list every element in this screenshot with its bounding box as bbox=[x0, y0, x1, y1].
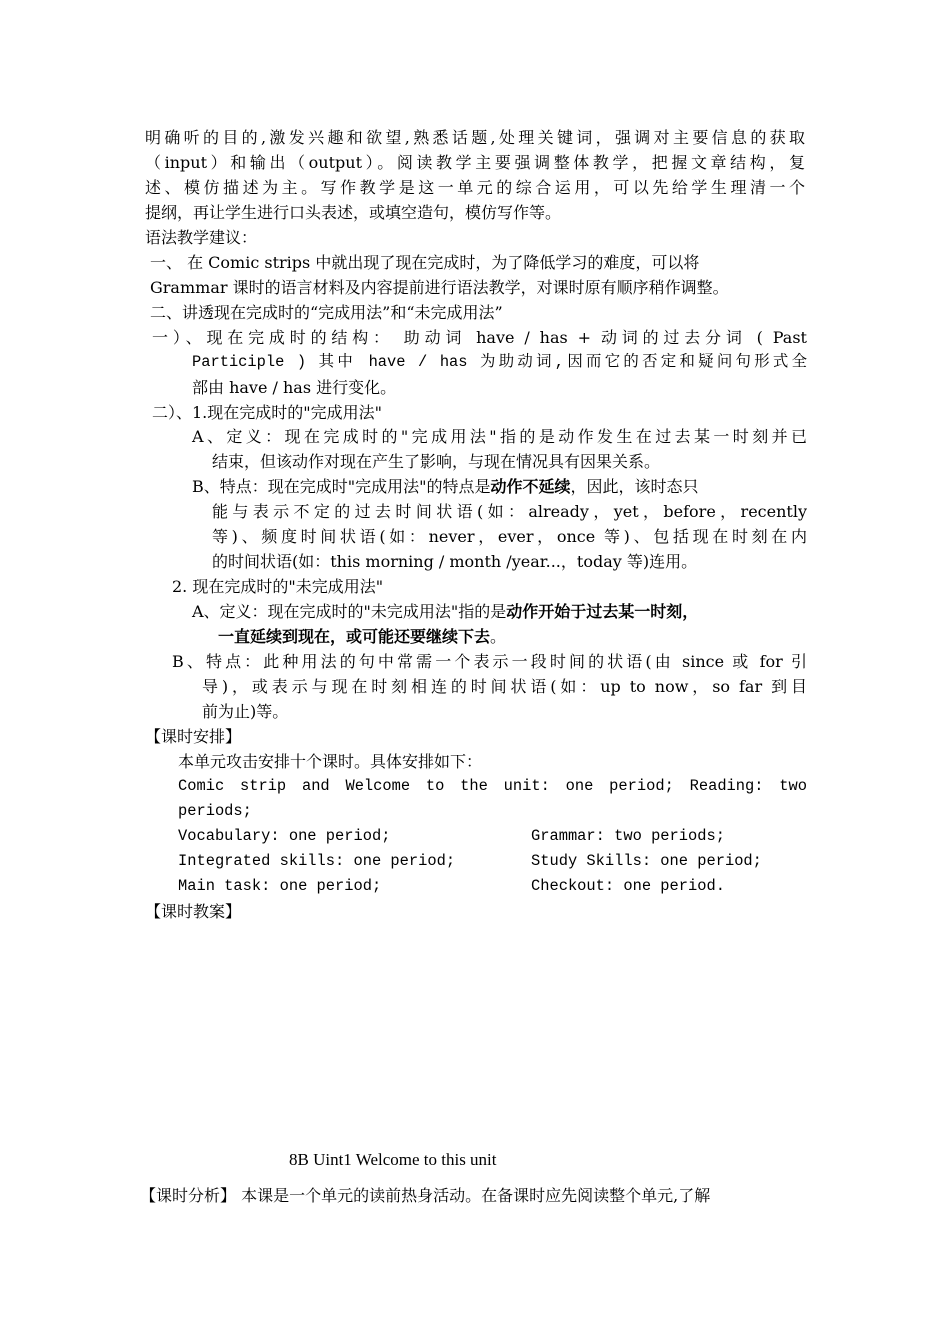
schedule-right-3: Checkout: one period. bbox=[531, 877, 725, 895]
intro-line-1: 明确听的目的,激发兴趣和欲望,熟悉话题,处理关键词，强调对主要信息的获取 bbox=[145, 128, 805, 147]
uncompleted-feature-line-1: B、特点：此种用法的句中常需一个表示一段时间的状语(由 since 或 for 引 bbox=[172, 652, 807, 671]
completed-feature-line-3: 等)、频度时间状语(如：never，ever，once 等)、包括现在时刻在内 bbox=[212, 527, 807, 546]
uncompleted-feature-line-3: 前为止)等。 bbox=[202, 702, 289, 721]
intro-line-4: 提纲，再让学生进行口头表述，或填空造句，模仿写作等。 bbox=[145, 203, 562, 222]
uncompleted-definition-line-2 bbox=[218, 624, 506, 649]
structure-line-1: 一）、现在完成时的结构： 助动词 have / has + 动词的过去分词 ( Past bbox=[152, 328, 807, 347]
uncompleted-definition-line-1 bbox=[192, 599, 698, 624]
analysis-line bbox=[140, 1183, 710, 1208]
uncompleted-usage-title: 2. 现在完成时的"未完成用法" bbox=[172, 577, 384, 596]
completed-feature-line-2: 能与表示不定的过去时间状语(如：already，yet，before，recently bbox=[212, 502, 807, 521]
completed-definition-line-2: 结束，但该动作对现在产生了影响，与现在情况具有因果关系。 bbox=[212, 452, 661, 471]
completed-feature-suffix: ，因此，该时态只 bbox=[570, 477, 699, 496]
lesson-plan-heading: 【课时教案】 bbox=[145, 902, 242, 921]
analysis-text: 本课是一个单元的读前热身活动。在备课时应先阅读整个单元,了解 bbox=[236, 1186, 711, 1205]
uncompleted-definition-prefix: A、定义：现在完成时的"未完成用法"指的是 bbox=[192, 602, 507, 621]
completed-feature-line-1 bbox=[192, 474, 699, 499]
point1-line-2: Grammar 课时的语言材料及内容提前进行语法教学，对课时原有顺序稍作调整。 bbox=[150, 278, 729, 297]
uncompleted-feature-line-2: 导)，或表示与现在时刻相连的时间状语(如：up to now，so far 到目 bbox=[202, 677, 807, 696]
completed-feature-prefix: B、特点：现在完成时"完成用法"的特点是 bbox=[192, 477, 491, 496]
uncompleted-definition-suffix: 。 bbox=[490, 627, 507, 646]
schedule-row-1: Comic strip and Welcome to the unit: one period; Reading: two bbox=[178, 777, 807, 795]
structure-line-3: 部由 have / has 进行变化。 bbox=[192, 378, 397, 397]
schedule-row-1-cont: periods; bbox=[178, 802, 252, 820]
schedule-left-1: Vocabulary: one period; bbox=[178, 827, 391, 845]
schedule-intro: 本单元攻击安排十个课时。具体安排如下： bbox=[178, 752, 483, 771]
point1-line-1: 一、 在 Comic strips 中就出现了现在完成时，为了降低学习的难度，可以将 bbox=[150, 253, 700, 272]
completed-feature-line-4: 的时间状语(如：this morning / month /year...，today 等)连用。 bbox=[212, 552, 698, 571]
schedule-heading: 【课时安排】 bbox=[145, 727, 242, 746]
uncompleted-definition-key-1: 动作开始于过去某一时刻， bbox=[506, 602, 699, 621]
analysis-label: 【课时分析】 bbox=[140, 1186, 237, 1205]
schedule-left-2: Integrated skills: one period; bbox=[178, 852, 456, 870]
completed-definition-line-1: A、定义：现在完成时的"完成用法"指的是动作发生在过去某一时刻并已 bbox=[192, 427, 807, 446]
uncompleted-definition-key-2: 一直延续到现在，或可能还要继续下去 bbox=[218, 627, 491, 646]
intro-line-3: 述、模仿描述为主。写作教学是这一单元的综合运用，可以先给学生理清一个 bbox=[145, 178, 805, 197]
structure-line-2: Participle ) 其中 have / has 为助动词,因而它的否定和疑问句形式全 bbox=[192, 353, 807, 371]
schedule-right-1: Grammar: two periods; bbox=[531, 827, 725, 845]
intro-line-2: （input）和输出（output）。阅读教学主要强调整体教学，把握文章结构，复 bbox=[145, 153, 805, 172]
completed-feature-key: 动作不延续 bbox=[490, 477, 571, 496]
completed-usage-title: 二）、1.现在完成时的"完成用法" bbox=[152, 403, 382, 422]
unit-title: 8B Uint1 Welcome to this unit bbox=[289, 1150, 497, 1169]
schedule-right-2: Study Skills: one period; bbox=[531, 852, 762, 870]
schedule-left-3: Main task: one period; bbox=[178, 877, 382, 895]
point2-title: 二、讲透现在完成时的“完成用法”和“未完成用法” bbox=[150, 303, 503, 322]
grammar-heading: 语法教学建议： bbox=[145, 228, 258, 247]
